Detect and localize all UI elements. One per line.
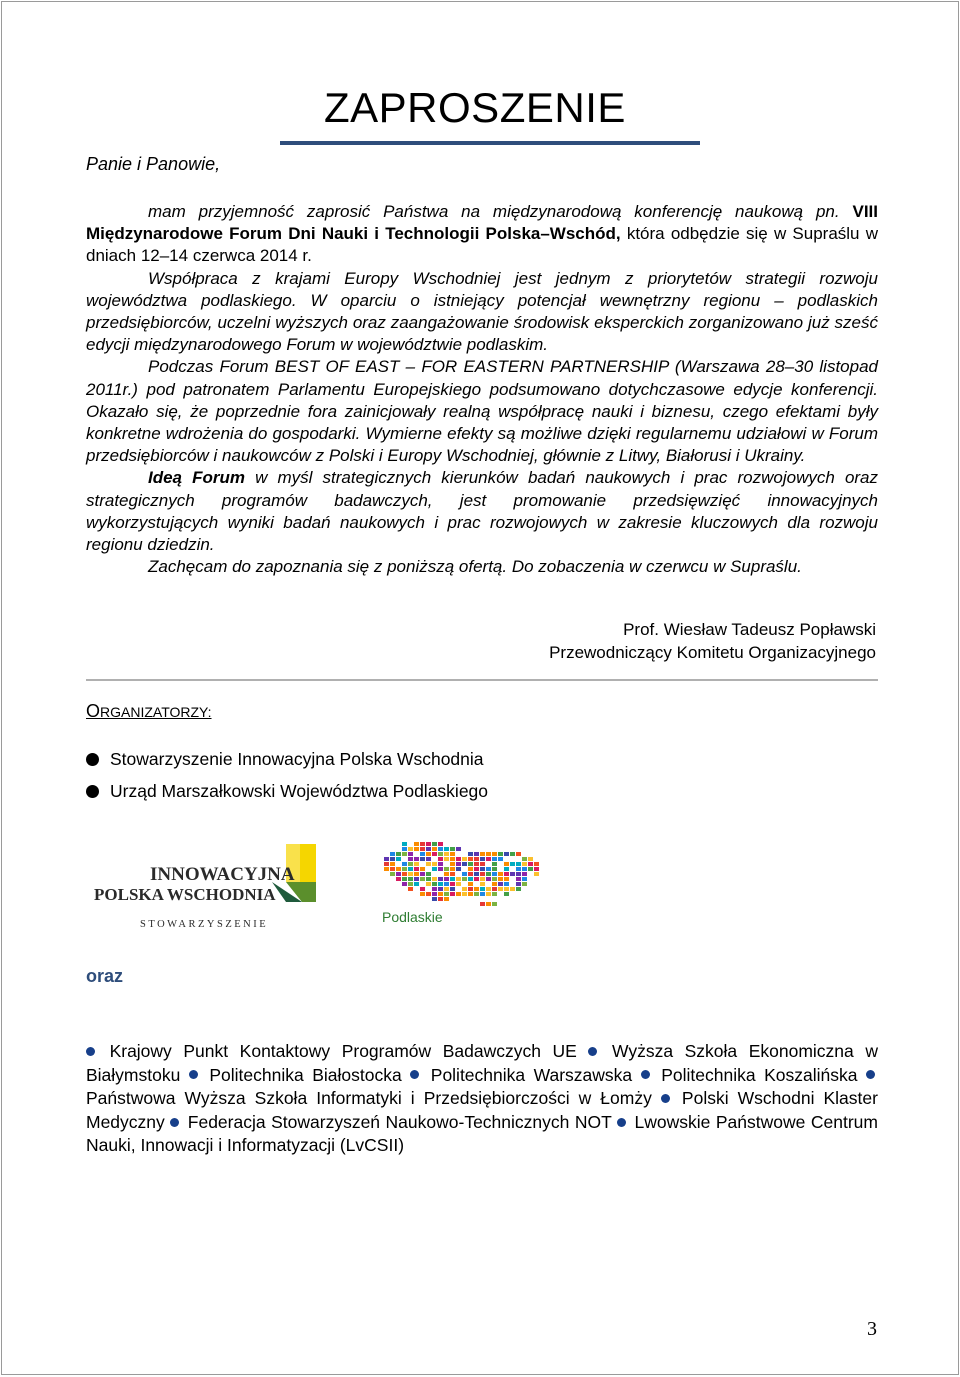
paragraph-3: [86, 356, 878, 467]
organizer-item: [86, 743, 488, 775]
podlaskie-bison-logo: [380, 840, 540, 928]
p4-rest: w myśl strategicznych kierunków badań naukowych i prac rozwojowych oraz strategicznych programów badawczych, jest promowanie przedsięwzięć innowacyjnych wykorzystujących wyniki badań naukowych i prac rozwojowych w zakresie kluczowych dla rozwoju regionu dziedzin.: [86, 468, 879, 555]
bullet-icon: [189, 1070, 198, 1079]
greeting: Panie i Panowie,: [86, 154, 221, 174]
oraz-label: oraz: [86, 966, 124, 986]
idea-forum: Ideą Forum: [148, 468, 246, 488]
paragraph-2: [86, 268, 878, 357]
bullet-icon: [617, 1118, 626, 1127]
partner-item: Polski Wschodni Klaster Medyczny: [86, 1088, 878, 1132]
organizers-heading-first: O: [86, 701, 101, 721]
paragraph-4: [86, 467, 878, 556]
signature: [549, 619, 876, 664]
bullet-icon: [86, 1047, 95, 1056]
bison-mosaic: [384, 842, 539, 906]
p1-italic: mam przyjemność zaprosić Państwa na międzynarodową konferencję naukową pn.: [148, 202, 840, 221]
p3-rest: pod patronatem Parlamentu Europejskiego podsumowano dotychczasowe edycje konferencji. Okazało się, że poprzednie fora zainicjowały realną współpracę nauki i biznesu, czego efektami były konkretne wdrożenia do gospodarki.: [86, 379, 878, 444]
organizers-list: [86, 743, 488, 807]
logo-text-line2: POLSKA WSCHODNIA: [94, 885, 276, 904]
bullet-icon: [866, 1070, 875, 1079]
organizers-heading-rest: RGANIZATORZY:: [100, 704, 212, 720]
organizer-item: [86, 775, 488, 807]
bullet-icon: [170, 1118, 179, 1127]
organizer-label: Urząd Marszałkowski Województwa Podlaskiego: [110, 780, 489, 801]
organizers-heading: [86, 701, 212, 722]
logo-text-line1: INNOWACYJNA: [150, 864, 295, 885]
bullet-icon: [86, 785, 99, 798]
p3-italic: Podczas Forum BEST OF EAST – FOR EASTERN PARTNERSHIP (Warszawa 28–30 listopad 2011r.): [86, 357, 878, 399]
bullet-icon: [641, 1070, 650, 1079]
partner-item: Państwowa Wyższa Szkoła Informatyki i Przedsiębiorczości w Łomży: [86, 1088, 652, 1109]
bullet-icon: [588, 1047, 597, 1056]
page-title: ZAPROSZENIE: [324, 84, 626, 131]
logo-podlaskie-text: Podlaskie: [382, 909, 443, 925]
bullet-icon: [661, 1094, 670, 1103]
paragraph-5: Zachęcam do zapoznania się z poniższą ofertą. Do zobaczenia w czerwcu w Supraślu.: [148, 557, 802, 577]
partners-list: [86, 1040, 878, 1158]
document-page: [1, 1, 959, 1375]
letter-body: [86, 201, 878, 578]
p1-rest: która odbędzie się w Supraślu w dniach 12–14 czerwca 2014 r.: [86, 224, 878, 266]
partner-item: Politechnika Koszalińska: [661, 1064, 858, 1085]
bullet-icon: [86, 753, 99, 766]
signature-name: Prof. Wiesław Tadeusz Popławski: [623, 620, 876, 639]
partner-item: Federacja Stowarzyszeń Naukowo-Technicznych NOT: [187, 1111, 612, 1132]
signature-role: Przewodniczący Komitetu Organizacyjnego: [549, 642, 876, 662]
p3-italic2: Wymierne efekty są możliwe dzięki regularnemu udziałowi w Forum przedsiębiorców i naukowców z Polski i Europy Wschodniej, głównie z Litwy, Białorusi i Ukrainy.: [86, 424, 878, 466]
partner-item: Krajowy Punkt Kontaktowy Programów Badawczych UE: [109, 1041, 577, 1061]
organizer-label: Stowarzyszenie Innowacyjna Polska Wschodnia: [110, 748, 484, 769]
partner-item: Politechnika Białostocka: [209, 1064, 402, 1085]
bullet-icon: [410, 1070, 419, 1079]
forum-name: VIII Międzynarodowe Forum Dni Nauki i Technologii Polska–Wschód,: [86, 202, 878, 244]
partner-item: Wyższa Szkoła Ekonomiczna w Białymstoku: [86, 1041, 878, 1085]
page-number: 3: [867, 1318, 877, 1340]
logo-text-line3: STOWARZYSZENIE: [140, 919, 269, 930]
divider: [86, 679, 878, 681]
paragraph-1: [86, 201, 878, 268]
partner-item: Politechnika Warszawska: [430, 1064, 633, 1085]
partner-item: Lwowskie Państwowe Centrum Nauki, Innowacji i Informatyzacji (LvCSII): [86, 1111, 878, 1156]
title-underline: [280, 141, 700, 145]
p2-rest: W oparciu o istniejący potencjał wewnętrzny regionu – podlaskich przedsiębiorców, uczelni wyższych oraz zaangażowanie środowisk eksperckich zorganizowano już sześć edycji międzynarodowego Forum w województwie podlaskim.: [86, 290, 878, 355]
innowacyjna-polska-wschodnia-logo: [92, 842, 316, 932]
p2-italic: Współpraca z krajami Europy Wschodniej jest jednym z priorytetów strategii rozwoju województwa podlaskiego.: [86, 268, 878, 310]
